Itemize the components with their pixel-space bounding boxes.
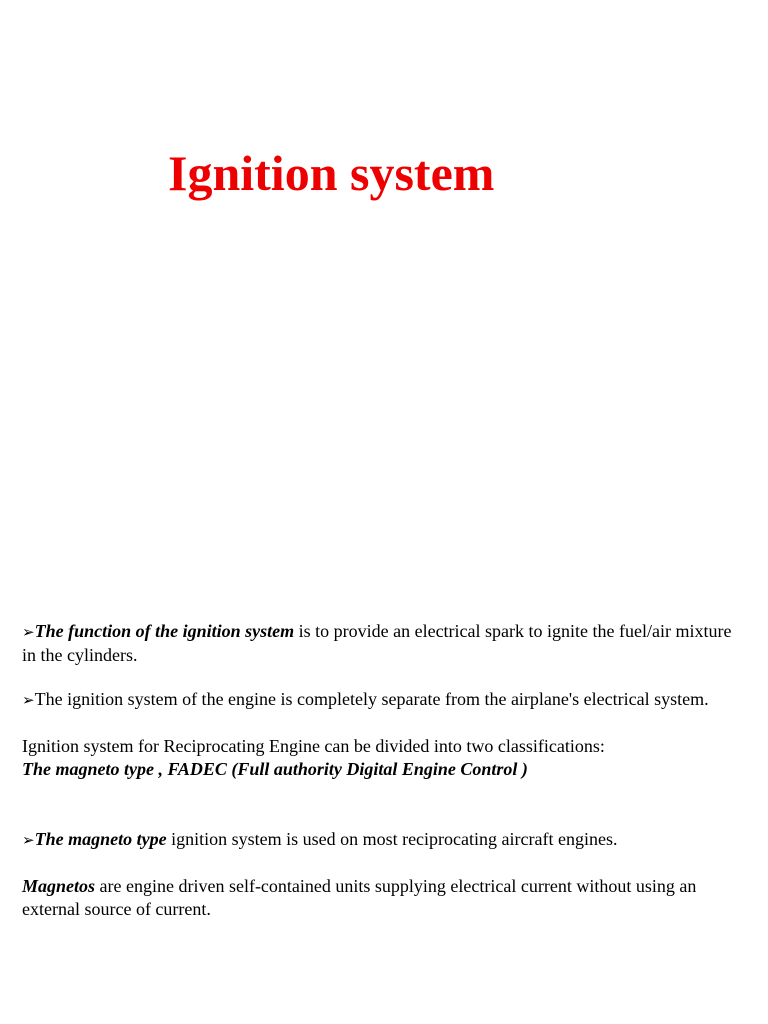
- paragraph-separate-system: [22, 688, 742, 712]
- emphasis-text: Magnetos: [22, 876, 96, 896]
- paragraph-ignition-function: [22, 620, 742, 667]
- arrow-bullet-icon: ➢: [22, 831, 35, 849]
- emphasis-text: The magneto type: [34, 829, 167, 849]
- paragraph-classifications: [22, 735, 742, 781]
- classification-list: The magneto type , FADEC (Full authority Digital Engine Control ): [22, 759, 528, 779]
- paragraph-text: The ignition system of the engine is completely separate from the airplane's electrical system.: [34, 689, 709, 709]
- body-content: [22, 620, 742, 921]
- paragraph-magneto-type: [22, 828, 742, 852]
- paragraph-text: Ignition system for Reciprocating Engine can be divided into two classifications:: [22, 736, 605, 756]
- paragraph-text: is to provide an electrical spark to ignite the fuel/air mixture in the cylinders.: [22, 621, 732, 665]
- paragraph-text: ignition system is used on most reciprocating aircraft engines.: [166, 829, 618, 849]
- paragraph-magnetos: [22, 875, 742, 921]
- arrow-bullet-icon: ➢: [22, 623, 35, 641]
- page-title: Ignition system: [168, 145, 495, 201]
- arrow-bullet-icon: ➢: [22, 691, 35, 709]
- emphasis-text: The function of the ignition system: [34, 621, 295, 641]
- paragraph-text: are engine driven self-contained units supplying electrical current without using an external source of current.: [22, 876, 697, 919]
